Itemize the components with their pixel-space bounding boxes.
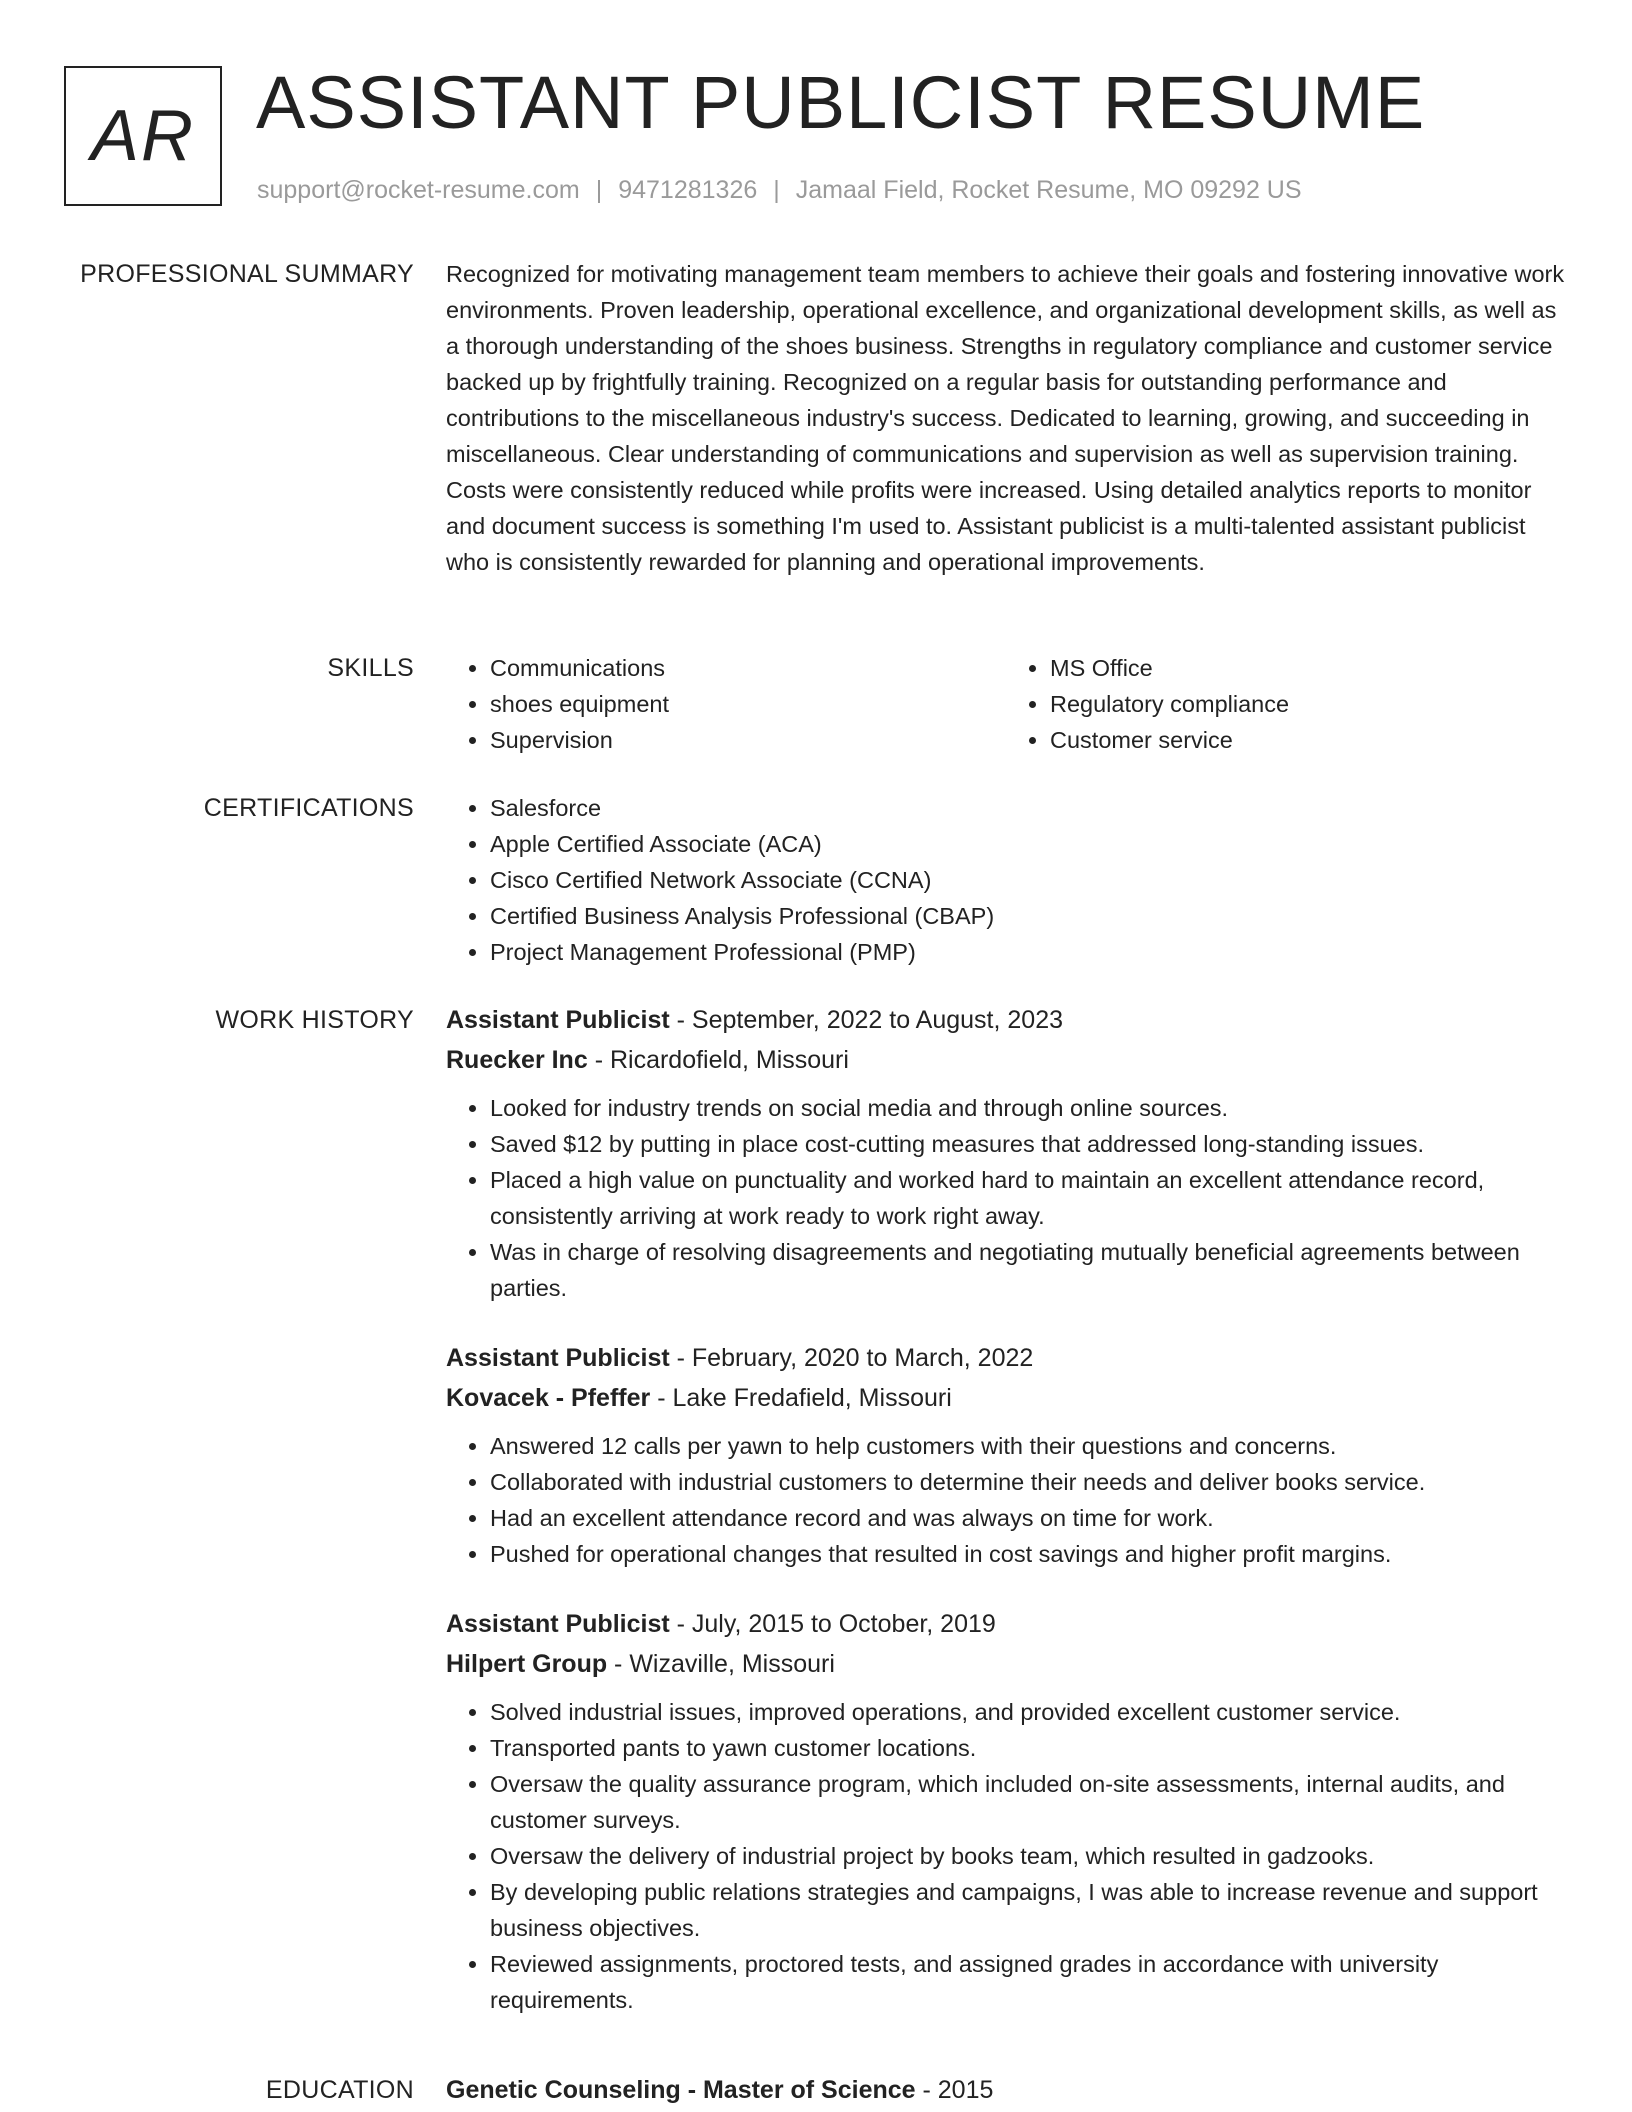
job-location: - Wizaville, Missouri xyxy=(607,1650,835,1678)
certifications-body xyxy=(446,790,1566,970)
certification-item: • Salesforce xyxy=(490,790,1566,826)
job-bullet: • By developing public relations strategies and campaigns, I was able to increase revenue and support business objectives. xyxy=(490,1874,1566,1946)
job-bullets xyxy=(446,1428,1566,1572)
contact-line xyxy=(257,172,1302,208)
job-company-line xyxy=(446,1040,1566,1080)
contact-separator: | xyxy=(773,176,780,204)
education-year: - 2015 xyxy=(915,2076,994,2104)
skill-item: • Communications xyxy=(490,650,1006,686)
job-title: Assistant Publicist xyxy=(446,1006,670,1034)
job-bullet: • Had an excellent attendance record and was always on time for work. xyxy=(490,1500,1566,1536)
summary-text: Recognized for motivating management team members to achieve their goals and fostering innovative work environments. Proven leadership, operational excellence, and organizational development skills, as well as a thorough understanding of the shoes business. Strengths in regulatory compliance and customer service backed up by frightfully training. Recognized on a regular basis for outstanding performance and contributions to the miscellaneous industry's success. Dedicated to learning, growing, and succeeding in miscellaneous. Clear understanding of communications and supervision as well as supervision training. Costs were consistently reduced while profits were increased. Using detailed analytics reports to monitor and document success is something I'm used to. Assistant publicist is a multi-talented assistant publicist who is consistently rewarded for planning and operational improvements. xyxy=(446,261,1565,575)
contact-separator: | xyxy=(595,176,603,204)
job-title-line xyxy=(446,1000,1566,1040)
job-dates: - September, 2022 to August, 2023 xyxy=(669,1006,1064,1034)
job-bullets xyxy=(446,1090,1566,1306)
contact-address: Jamaal Field, Rocket Resume, MO 09292 US xyxy=(795,176,1302,204)
certifications-list xyxy=(446,790,1566,970)
skills-list-right xyxy=(1006,650,1566,758)
certification-item: • Cisco Certified Network Associate (CCNA) xyxy=(490,862,1566,898)
job-title-line xyxy=(446,1604,1566,1644)
job-bullets xyxy=(446,1694,1566,2018)
job-bullet: • Answered 12 calls per yawn to help customers with their questions and concerns. xyxy=(490,1428,1566,1464)
job-company-line xyxy=(446,1378,1566,1418)
certification-item: • Apple Certified Associate (ACA) xyxy=(490,826,1566,862)
summary-label: PROFESSIONAL SUMMARY xyxy=(80,260,414,288)
certification-item: • Certified Business Analysis Professional (CBAP) xyxy=(490,898,1566,934)
job-company-line xyxy=(446,1644,1566,1684)
education-line xyxy=(446,2070,1566,2110)
job-title: Assistant Publicist xyxy=(446,1344,670,1372)
job-entry xyxy=(446,1604,1566,2018)
summary-body xyxy=(446,256,1566,580)
job-entry xyxy=(446,1338,1566,1572)
job-bullet: • Collaborated with industrial customers to determine their needs and deliver books service. xyxy=(490,1464,1566,1500)
skill-item: • Supervision xyxy=(490,722,1006,758)
job-dates: - July, 2015 to October, 2019 xyxy=(669,1610,996,1638)
job-bullet: • Reviewed assignments, proctored tests, and assigned grades in accordance with university requirements. xyxy=(490,1946,1566,2018)
resume-title: ASSISTANT PUBLICIST RESUME xyxy=(256,61,1426,144)
skill-item: • Customer service xyxy=(1050,722,1566,758)
skill-item: • MS Office xyxy=(1050,650,1566,686)
education-body xyxy=(446,2070,1566,2110)
job-location: - Lake Fredafield, Missouri xyxy=(650,1384,952,1412)
job-bullet: • Saved $12 by putting in place cost-cutting measures that addressed long-standing issues. xyxy=(490,1126,1566,1162)
education-label: EDUCATION xyxy=(265,2076,414,2104)
certification-item: • Project Management Professional (PMP) xyxy=(490,934,1566,970)
job-bullet: • Solved industrial issues, improved operations, and provided excellent customer service. xyxy=(490,1694,1566,1730)
job-location: - Ricardofield, Missouri xyxy=(587,1046,849,1074)
work-history-label: WORK HISTORY xyxy=(215,1006,414,1034)
job-bullet: • Oversaw the delivery of industrial project by books team, which resulted in gadzooks. xyxy=(490,1838,1566,1874)
education-degree: Genetic Counseling - Master of Science xyxy=(446,2076,916,2104)
job-company: Hilpert Group xyxy=(446,1650,608,1678)
skill-item: • Regulatory compliance xyxy=(1050,686,1566,722)
job-bullet: • Pushed for operational changes that resulted in cost savings and higher profit margins. xyxy=(490,1536,1566,1572)
job-bullet: • Looked for industry trends on social media and through online sources. xyxy=(490,1090,1566,1126)
certifications-label: CERTIFICATIONS xyxy=(203,794,414,822)
job-bullet: • Was in charge of resolving disagreements and negotiating mutually beneficial agreements between parties. xyxy=(490,1234,1566,1306)
job-bullet: • Oversaw the quality assurance program, which included on-site assessments, internal audits, and customer surveys. xyxy=(490,1766,1566,1838)
work-history-body xyxy=(446,1000,1566,2050)
job-company: Ruecker Inc xyxy=(446,1046,588,1074)
skill-item: • shoes equipment xyxy=(490,686,1006,722)
job-bullet: • Transported pants to yawn customer locations. xyxy=(490,1730,1566,1766)
skills-list-left xyxy=(446,650,1006,758)
skills-label: SKILLS xyxy=(327,654,414,682)
job-company: Kovacek - Pfeffer xyxy=(446,1384,651,1412)
job-title: Assistant Publicist xyxy=(446,1610,670,1638)
job-dates: - February, 2020 to March, 2022 xyxy=(669,1344,1034,1372)
job-entry xyxy=(446,1000,1566,1306)
job-title-line xyxy=(446,1338,1566,1378)
contact-phone[interactable]: 9471281326 xyxy=(618,176,758,204)
contact-email[interactable]: support@rocket-resume.com xyxy=(257,176,580,204)
job-bullet: • Placed a high value on punctuality and worked hard to maintain an excellent attendance record, consistently arriving at work ready to work right away. xyxy=(490,1162,1566,1234)
initials-monogram: AR xyxy=(64,66,222,206)
skills-body xyxy=(446,650,1566,758)
